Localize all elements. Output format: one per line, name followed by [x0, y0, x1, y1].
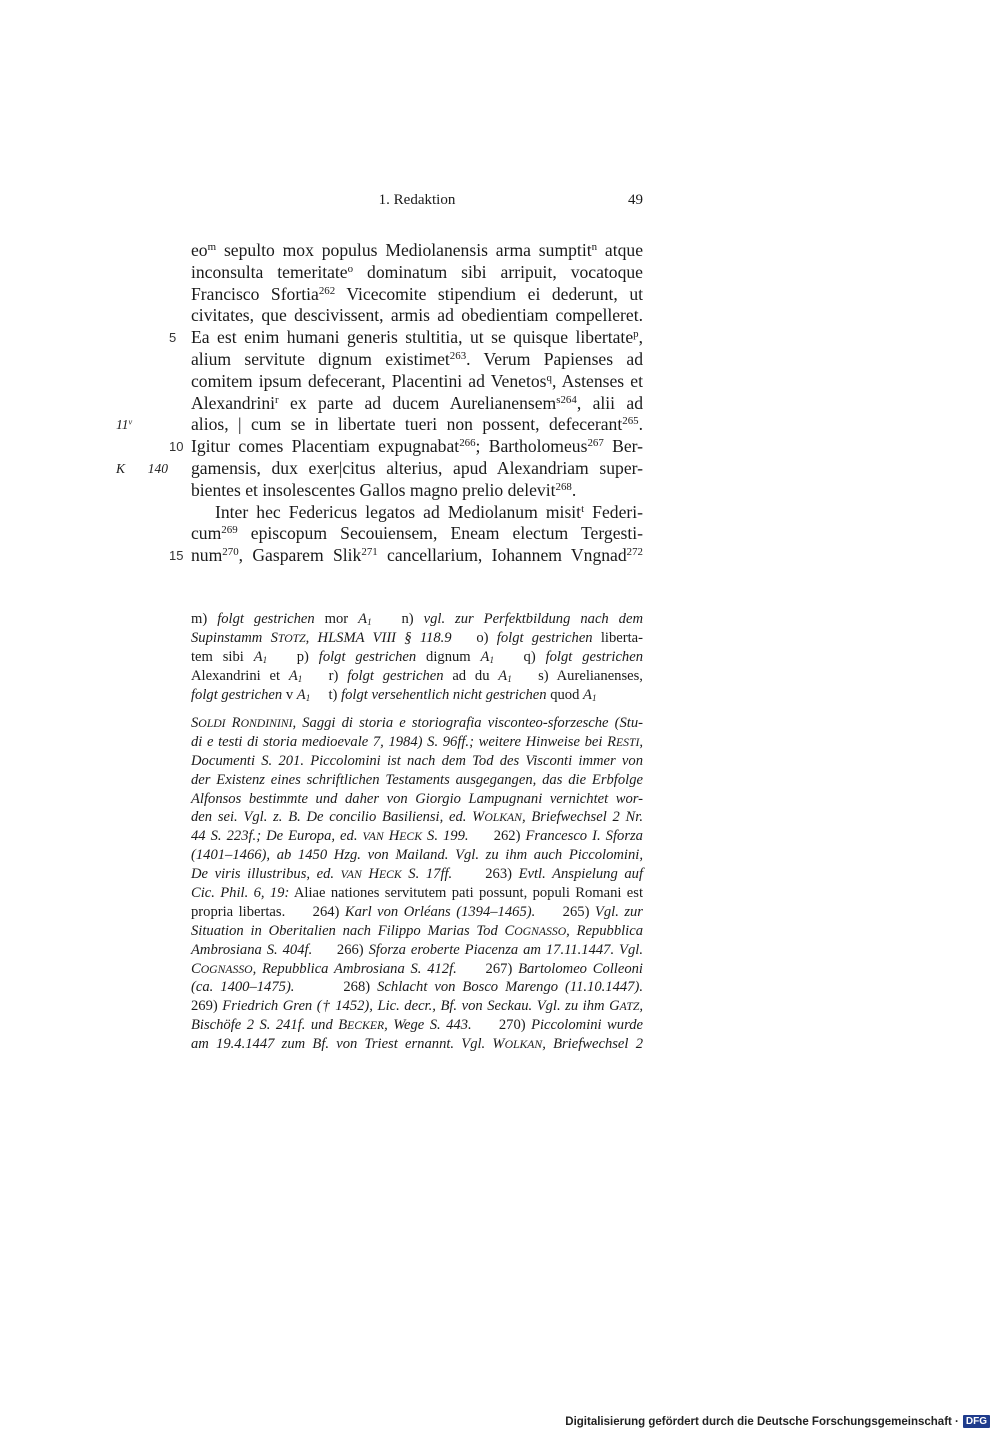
main-text-block: [116, 240, 644, 567]
text-line: num$^{270}$, Gasparem Slik$^{271}$ cancellarium, Iohannem Vngnad$^{272}$ 15: [169, 545, 643, 566]
text-line: gamensis, dux exer|citus alterius, apud Alexandriam super- K 140: [116, 457, 643, 478]
note-line: propria libertas. 264) Karl von Orléans (1394–1465). 265) Vgl. zur: [191, 903, 643, 920]
apparatus-line: Alexandrini et $A_1$ r) folgt gestrichen ad du $A_1$ s) Aurelianenses,: [191, 667, 643, 684]
note-line: Bischöfe 2 S. 241f. und BECKER, Wege S. 443. 270) Piccolomini wurde: [191, 1017, 643, 1034]
text-line: inconsulta temeritate$^o$ dominatum sibi arripuit, vocatoque: [191, 261, 643, 282]
running-head: [191, 192, 643, 214]
text-line: bientes et insolescentes Gallos magno prelio delevit$^{268}$.: [191, 479, 577, 500]
text-line: $eo^m$ sepulto mox populus Mediolanensis arma sumptit$^n$ atque: [191, 240, 643, 260]
text-line: Alexandrini$^r$ ex parte ad ducem Aurelianensem$^{s264}$, alii ad: [191, 392, 643, 413]
line-number: 5: [169, 330, 177, 346]
apparatus-line: Supinstamm STOTZ, HLSMA VIII § 118.9 o) folgt gestrichen liberta-: [191, 629, 643, 646]
folio-reference: 11$^v$: [116, 417, 133, 433]
funding-credit-text: Digitalisierung gefördert durch die Deutsche Forschungsgemeinschaft ·: [565, 1415, 959, 1428]
note-line: den sei. Vgl. z. B. De concilio Basiliensi, ed. WOLKAN, Briefwechsel 2 Nr.: [191, 809, 643, 826]
note-line: SOLDI RONDININI, Saggi di storia e storiografia visconteo-sforzesche (Stu-: [191, 715, 643, 731]
note-line: Alfonsos bestimmte und daher von Giorgio Lampugnani vernichtet wor-: [191, 790, 643, 807]
dfg-logo: DFG: [963, 1415, 990, 1428]
text-line: Igitur comes Placentiam expugnabat$^{266}$; Bartholomeus$^{267}$ Ber- 10: [169, 436, 643, 457]
text-line: comitem ipsum defecerant, Placentini ad Venetos$^q$, Astenses et: [191, 370, 643, 391]
note-line: De viris illustribus, ed. VAN HECK S. 17ff. 263) Evtl. Anspielung auf: [191, 866, 643, 883]
text-line: alium servitute dignum existimet$^{263}$. Verum Papienses ad: [191, 348, 643, 369]
note-line: (ca. 1400–1475). 268) Schlacht von Bosco Marengo (11.10.1447).: [191, 979, 643, 996]
note-line: Cic. Phil. 6, 19: Aliae nationes servitutem pati possunt, populi Romani est: [191, 885, 643, 902]
commentary-notes: [191, 714, 643, 1054]
text-line: civitates, que descivissent, armis ad obedientiam compelleret.: [191, 305, 643, 326]
note-line: (1401–1466), ab 1450 Hzg. von Mailand. Vgl. zu ihm auch Piccolomini,: [191, 847, 643, 864]
line-number: 10: [169, 439, 184, 455]
apparatus-line: tem sibi $A_1$ p) folgt gestrichen dignum $A_1$ q) folgt gestrichen: [191, 648, 643, 665]
line-number: 15: [169, 548, 184, 564]
text-line: Ea est enim humani generis stultitia, ut se quisque libertate$^p$, 5: [169, 327, 643, 348]
running-head-title: 1. Redaktion: [378, 192, 456, 208]
note-line: Ambrosiana S. 404f. 266) Sforza eroberte Piacenza am 17.11.1447. Vgl.: [191, 941, 643, 958]
critical-apparatus: [191, 610, 643, 704]
folio-reference: K 140: [116, 460, 168, 476]
funding-credit: [565, 1415, 990, 1428]
apparatus-line: m) folgt gestrichen mor $A_1$ n) vgl. zur Perfektbildung nach dem: [191, 611, 643, 627]
page-number: 49: [628, 192, 643, 208]
note-line: am 19.4.1447 zum Bf. von Triest ernannt. Vgl. WOLKAN, Briefwechsel 2: [191, 1036, 643, 1053]
note-line: COGNASSO, Repubblica Ambrosiana S. 412f. 267) Bartolomeo Colleoni: [191, 960, 643, 977]
apparatus-line: folgt gestrichen v $A_1$ t) folgt versehentlich nicht gestrichen quod $A_1$: [191, 686, 597, 703]
note-line: Situation in Oberitalien nach Filippo Marias Tod COGNASSO, Repubblica: [191, 922, 643, 939]
text-line: cum$^{269}$ episcopum Secouiensem, Eneam electum Tergesti-: [191, 523, 643, 544]
note-line: 269) Friedrich Gren († 1452), Lic. decr., Bf. von Seckau. Vgl. zu ihm GATZ,: [191, 998, 643, 1015]
note-line: Documenti S. 201. Piccolomini ist nach dem Tod des Visconti immer von: [191, 752, 643, 769]
note-line: der Existenz eines schriftlichen Testaments ausgegangen, das die Erbfolge: [191, 771, 643, 788]
text-line: Francisco Sfortia$^{262}$ Vicecomite stipendium ei dederunt, ut: [191, 283, 644, 304]
note-line: di e testi di storia medioevale 7, 1984) S. 96ff.; weitere Hinweise bei RESTI,: [191, 733, 643, 750]
text-line: Inter hec Federicus legatos ad Mediolanum misit$^t$ Federi-: [215, 501, 643, 522]
note-line: 44 S. 223f.; De Europa, ed. VAN HECK S. 199. 262) Francesco I. Sforza: [191, 828, 643, 845]
text-line: alios, | cum se in libertate tueri non possent, defecerant$^{265}$. 11$^v$: [116, 414, 643, 435]
